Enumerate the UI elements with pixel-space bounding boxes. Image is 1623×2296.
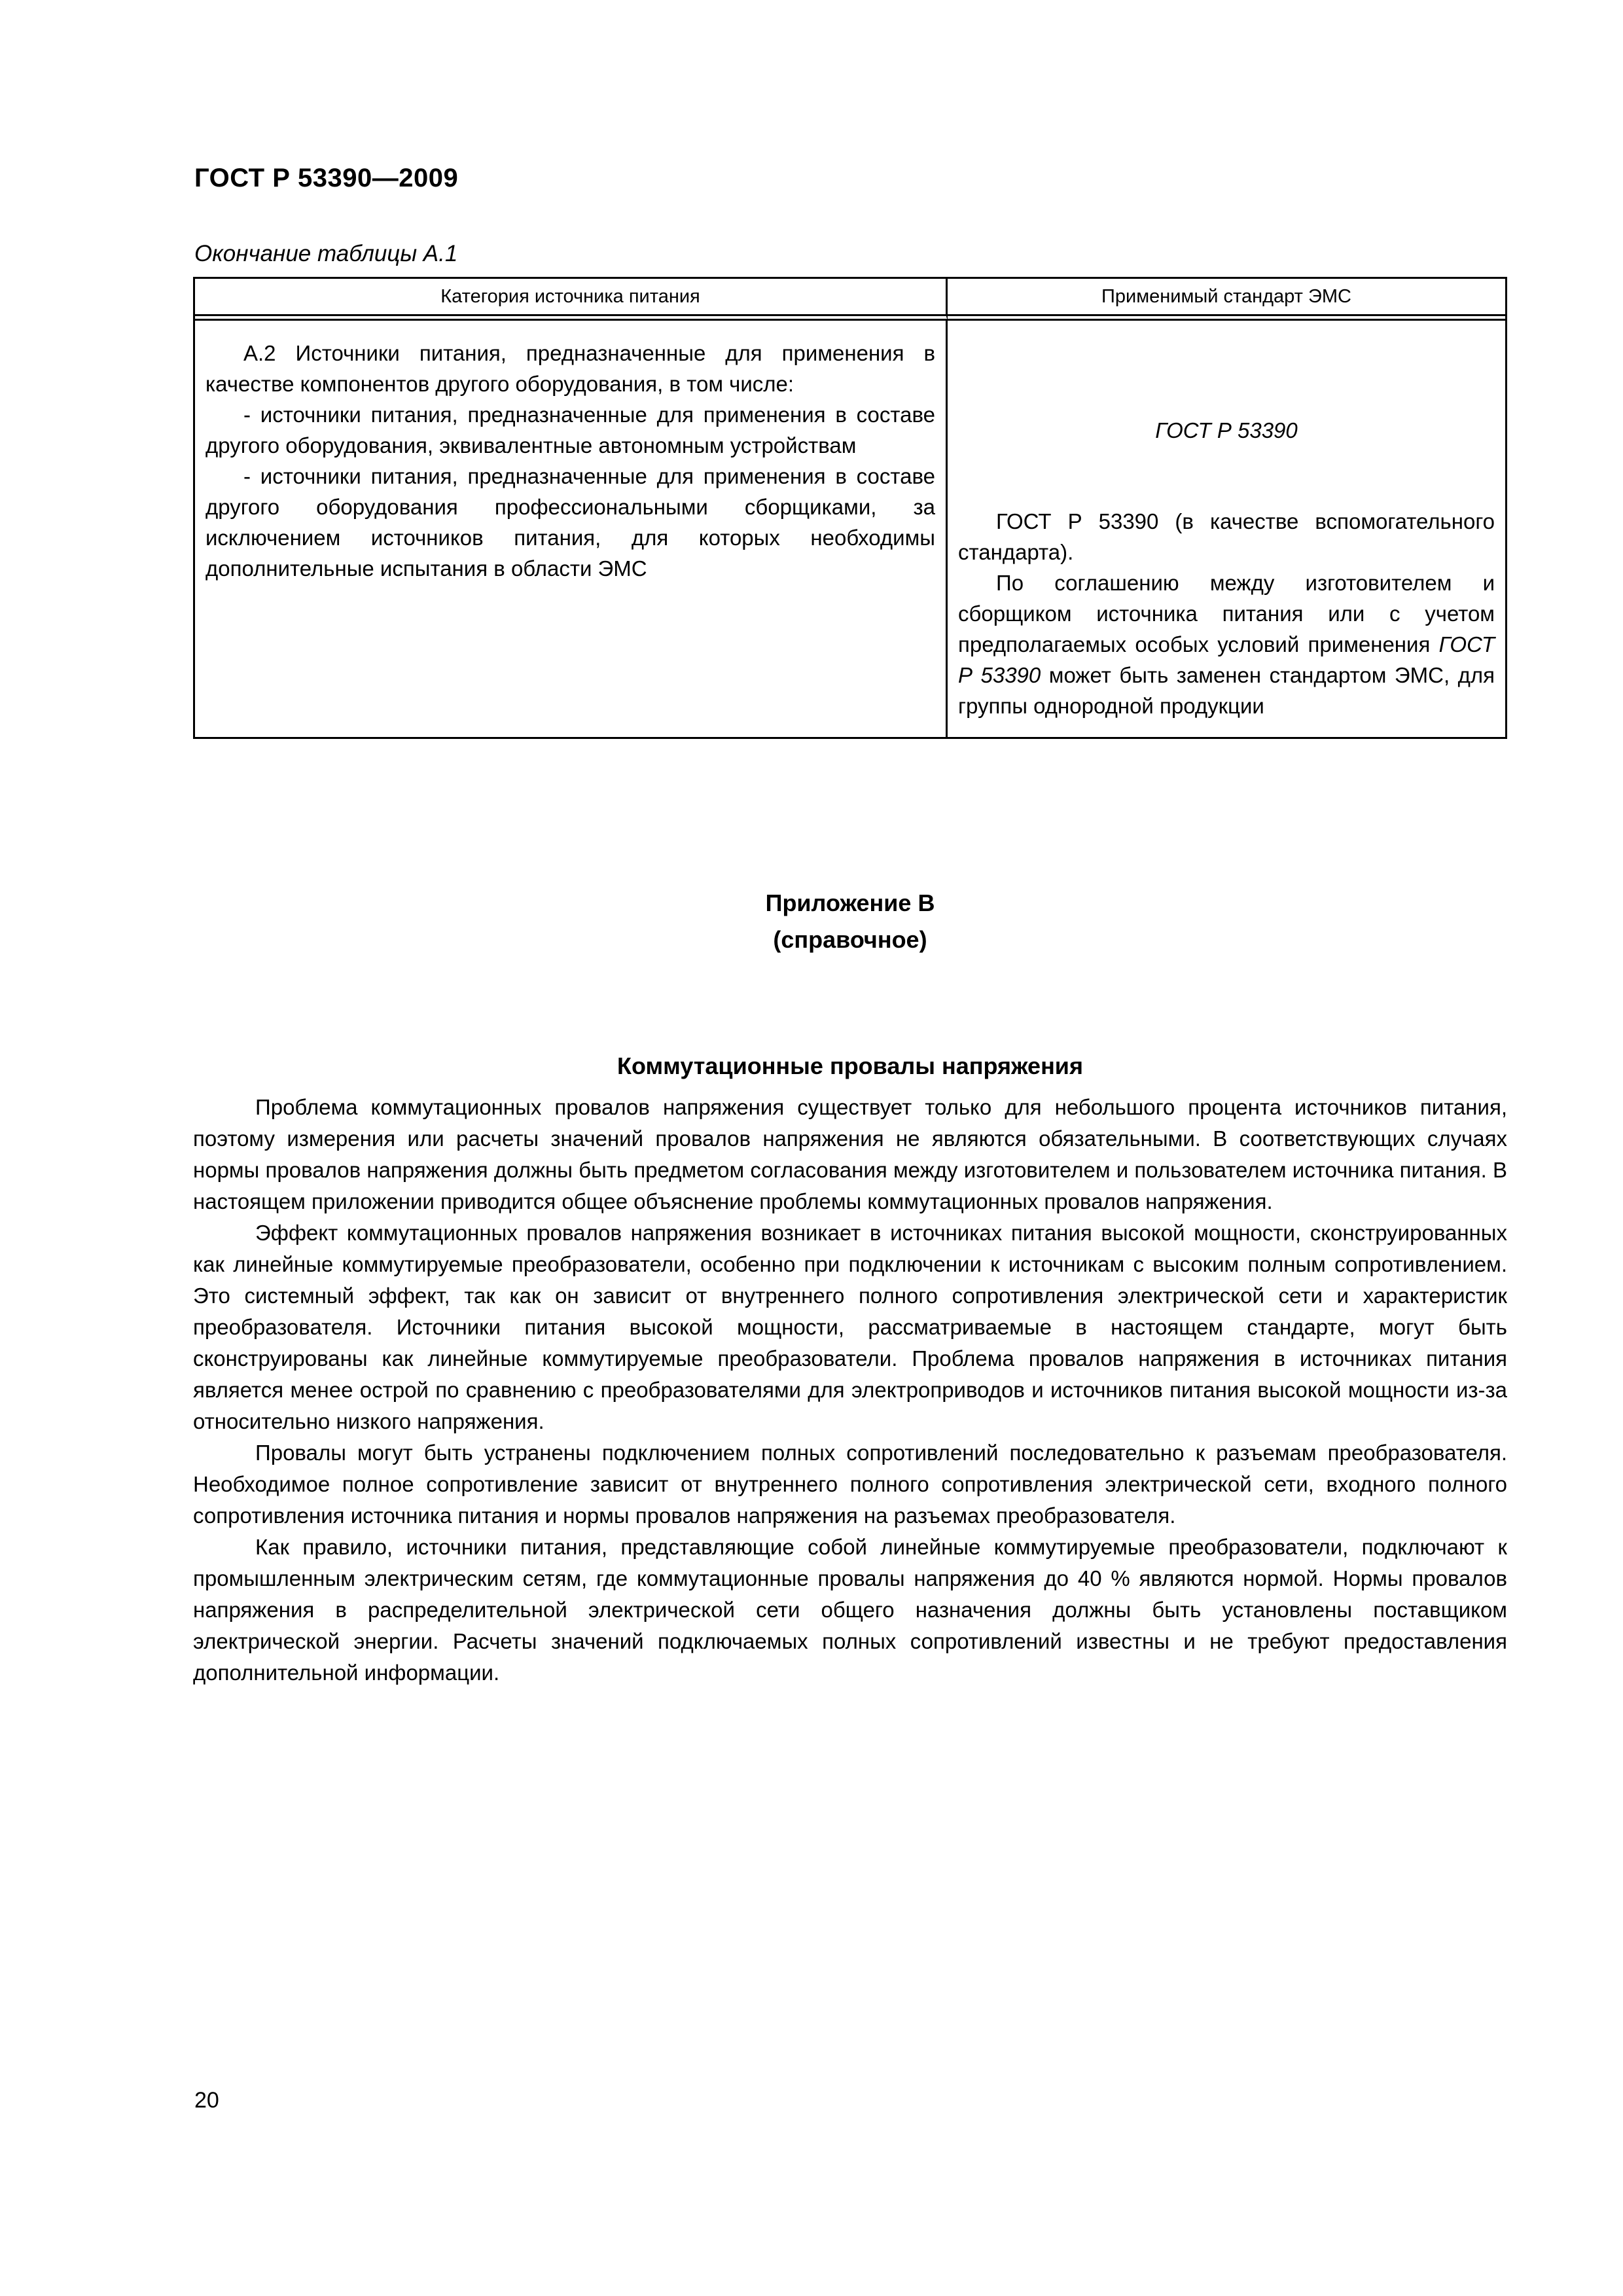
appendix-heading [193, 885, 1507, 958]
table-caption: Окончание таблицы А.1 [194, 241, 458, 266]
body-paragraph-4: Как правило, источники питания, представляющие собой линейные коммутируемые преобразователи, подключают к промышленным электрическим сетям, где коммутационные провалы напряжения до 40 % являются нормой. Нормы провалов напряжения в распределительной электрической сети общего назначения должны быть установлены поставщиком электрической энергии. Расчеты значений подключаемых полных сопротивлений известны и не требуют предоставления дополнительной информации. [193, 1535, 1507, 1685]
body-paragraph-3: Провалы могут быть устранены подключением полных сопротивлений последовательно к разъемам преобразователя. Необходимое полное сопротивление зависит от внутреннего полного сопротивления электрической сети, входного полного сопротивления источника питания и нормы провалов напряжения на разъемах преобразователя. [193, 1441, 1507, 1528]
category-paragraph-2: - источники питания, предназначенные для применения в составе другого оборудования, эквивалентные автономным устройствам [205, 403, 935, 457]
standards-table [193, 277, 1507, 739]
page-number: 20 [194, 2088, 219, 2113]
table-header-standard: Применимый стандарт ЭМС [948, 279, 1505, 321]
body-paragraph-2: Эффект коммутационных провалов напряжения возникает в источниках питания высокой мощности, сконструированных как линейные коммутируемые преобразователи, особенно при подключении к источникам с высоким полным сопротивлением. Это системный эффект, так как он зависит от внутреннего полного сопротивления электрической сети и характеристик преобразователя. Источники питания высокой мощности, рассматриваемые в настоящем стандарте, могут быть сконструированы как линейные коммутируемые преобразователи. Проблема провалов напряжения в источниках питания является менее острой по сравнению с преобразователями для электроприводов и источников питания высокой мощности из-за относительно низкого напряжения. [193, 1221, 1507, 1433]
document-header-title: ГОСТ Р 53390—2009 [194, 164, 459, 192]
standard-paragraph-2-text: По соглашению между изготовителем и сборщиком источника питания или с учетом предполагаемых особых условий применения [958, 571, 1495, 656]
standard-reference: ГОСТ Р 53390 [1155, 418, 1298, 442]
standard-paragraph-2-tail: может быть заменен стандартом ЭМС, для группы однородной продукции [958, 663, 1495, 718]
standard-paragraph-2-ref: ГОСТ Р 53390 [958, 632, 1495, 687]
body-paragraph-1: Проблема коммутационных провалов напряжения существует только для небольшого процента источников питания, поэтому измерения или расчеты значений провалов напряжения не являются обязательными. В соответствующих случаях нормы провалов напряжения должны быть предметом согласования между изготовителем и пользователем источника питания. В настоящем приложении приводится общее объяснение проблемы коммутационных провалов напряжения. [193, 1095, 1507, 1213]
table-header-category: Категория источника питания [195, 279, 948, 321]
appendix-body [193, 1092, 1507, 1689]
table-cell-standard [948, 321, 1505, 737]
appendix-subtitle: (справочное) [773, 926, 927, 953]
standard-paragraph-2 [958, 567, 1495, 721]
category-paragraph-1: А.2 Источники питания, предназначенные для применения в качестве компонентов другого оборудования, в том числе: [205, 341, 935, 396]
standard-paragraph-1: ГОСТ Р 53390 (в качестве вспомогательного стандарта). [958, 509, 1495, 564]
section-title: Коммутационные провалы напряжения [617, 1052, 1083, 1079]
category-paragraph-3: - источники питания, предназначенные для применения в составе другого оборудования профессиональными сборщиками, за исключением источников питания, для которых необходимы дополнительные испытания в области ЭМС [205, 464, 935, 581]
appendix-title: Приложение В [765, 889, 935, 916]
table-cell-category [195, 321, 948, 737]
